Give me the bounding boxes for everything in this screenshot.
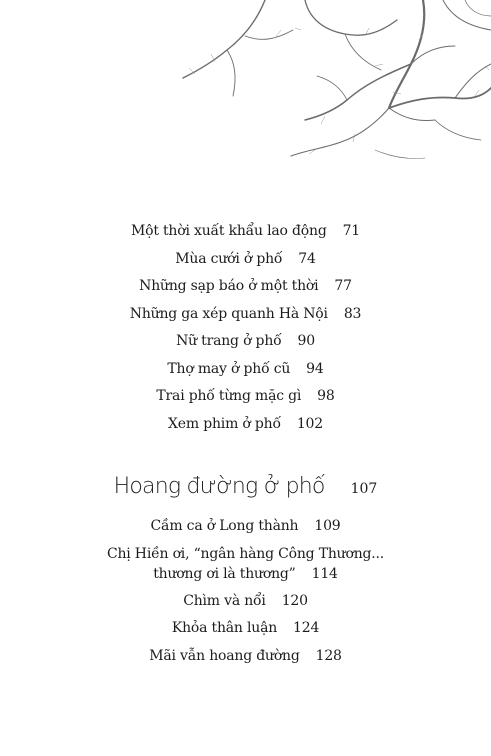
toc-entry-title: Chị Hiền ơi, “ngân hàng Công Thương... bbox=[106, 545, 385, 562]
toc-entry-page: 114 bbox=[311, 565, 338, 582]
toc-part-2 bbox=[0, 516, 491, 673]
toc-entry-page: 94 bbox=[306, 360, 324, 377]
toc-entry[interactable] bbox=[0, 591, 491, 619]
toc-entry-title: Cầm ca ở Long thành bbox=[150, 518, 299, 534]
toc-entry-title: Một thời xuất khẩu lao động bbox=[130, 223, 327, 239]
toc-entry[interactable] bbox=[0, 646, 491, 674]
toc-entry-title: Mùa cưới ở phố bbox=[175, 250, 283, 267]
toc-entry-page: 124 bbox=[293, 620, 320, 636]
tree-branches-illustration bbox=[175, 0, 491, 175]
toc-entry-page: 128 bbox=[315, 647, 342, 664]
toc-entry[interactable] bbox=[0, 618, 491, 646]
toc-entry[interactable] bbox=[0, 331, 491, 359]
section-heading[interactable] bbox=[0, 474, 491, 499]
toc-entry-title: Những ga xép quanh Hà Nội bbox=[129, 305, 328, 322]
toc-entry-title: Xem phim ở phố bbox=[168, 415, 281, 432]
toc-entry-title: Khỏa thân luận bbox=[171, 620, 278, 636]
toc-entry-page: 102 bbox=[296, 415, 323, 432]
toc-entry-page: 83 bbox=[343, 305, 362, 322]
toc-entry-title: Mãi vẫn hoang đường bbox=[149, 647, 300, 664]
toc-entry[interactable] bbox=[0, 544, 491, 584]
toc-entry[interactable] bbox=[0, 414, 491, 442]
toc-entry-title: Thợ may ở phố cũ bbox=[167, 360, 291, 377]
toc-entry[interactable] bbox=[0, 249, 491, 277]
toc-entry-title: Trai phố từng mặc gì bbox=[156, 388, 302, 404]
toc-entry[interactable] bbox=[0, 359, 491, 387]
section-title: Hoang đường ở phố bbox=[113, 474, 325, 499]
toc-entry-page: 71 bbox=[342, 223, 361, 239]
section-page: 107 bbox=[350, 481, 378, 497]
toc-entry[interactable] bbox=[0, 276, 491, 304]
toc-entry-title: Chìm và nổi bbox=[183, 592, 266, 609]
toc-entry-title: Những sạp báo ở một thời bbox=[139, 278, 319, 294]
toc-entry-page: 77 bbox=[334, 278, 352, 294]
toc-entry-page: 98 bbox=[317, 388, 335, 404]
toc-entry[interactable] bbox=[0, 516, 491, 544]
toc-entry-page: 74 bbox=[298, 250, 316, 267]
toc-entry-page: 90 bbox=[297, 333, 315, 349]
toc-entry[interactable] bbox=[0, 221, 491, 249]
toc-entry[interactable] bbox=[0, 386, 491, 414]
toc-entry[interactable] bbox=[0, 304, 491, 332]
toc-entry-title-continued: thương ơi là thương” bbox=[153, 565, 296, 582]
toc-part-1 bbox=[0, 221, 491, 441]
toc-entry-title: Nữ trang ở phố bbox=[176, 333, 282, 349]
toc-entry-page: 120 bbox=[281, 592, 308, 609]
toc-entry-page: 109 bbox=[314, 518, 341, 534]
